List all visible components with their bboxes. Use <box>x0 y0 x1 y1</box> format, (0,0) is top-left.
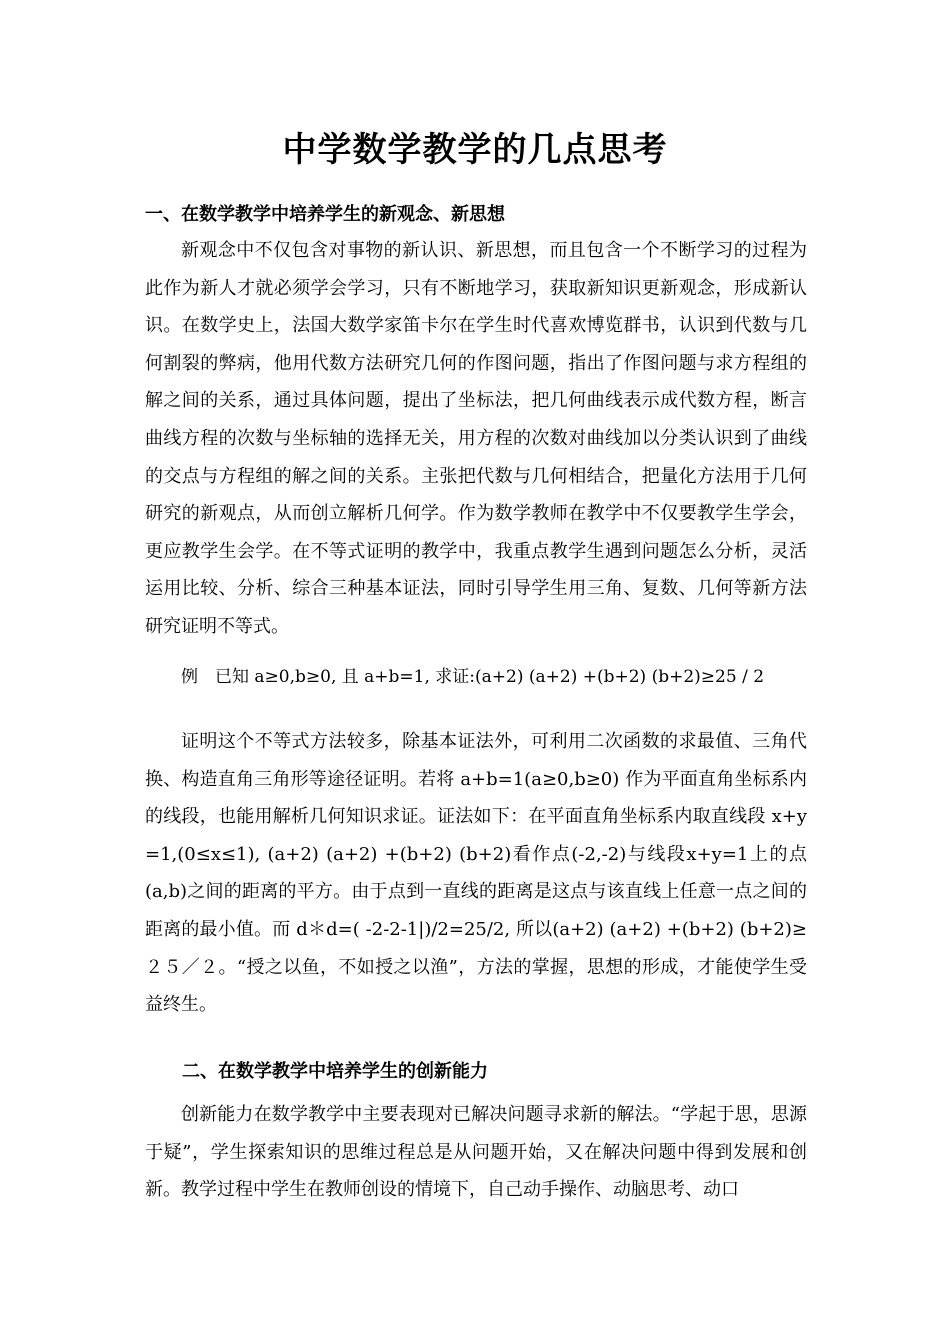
document-title: 中学数学教学的几点思考 <box>282 130 668 170</box>
example-statement: 例 已知 a≥0,b≥0, 且 a+b=1, 求证:(a+2) (a+2) +(b+2) (b+2)≥25 / 2 <box>181 667 765 687</box>
section-1-paragraph: 新观念中不仅包含对事物的新认识、新思想，而且包含一个不断学习的过程为此作为新人才就必须学会学习，只有不断地学习，获取新知识更新观念，形成新认识。在数学史上，法国大数学家笛卡尔在学生时代喜欢博览群书，认识到代数与几何割裂的弊病，他用代数方法研究几何的作图问题，指出了作图问题与求方程组的解之间的关系，通过具体问题，提出了坐标法，把几何曲线表示成代数方程，断言曲线方程的次数与坐标轴的选择无关，用方程的次数对曲线加以分类认识到了曲线的交点与方程组的解之间的关系。主张把代数与几何相结合，把量化方法用于几何研究的新观点，从而创立解析几何学。作为数学教师在教学中不仅要教学生学会，更应教学生会学。在不等式证明的教学中，我重点教学生遇到问题怎么分析，灵活运用比较、分析、综合三种基本证法，同时引导学生用三角、复数、几何等新方法研究证明不等式。 <box>145 240 807 637</box>
section-2-paragraph: 创新能力在数学教学中主要表现对已解决问题寻求新的解法。“学起于思，思源于疑”，学生探索知识的思维过程总是从问题开始，又在解决问题中得到发展和创新。教学过程中学生在教师创设的情境下，自己动手操作、动脑思考、动口 <box>145 1104 807 1201</box>
section-1-heading: 一、在数学教学中培养学生的新观念、新思想 <box>145 204 505 225</box>
section-2-heading: 二、在数学教学中培养学生的创新能力 <box>182 1061 488 1082</box>
proof-paragraph: 证明这个不等式方法较多，除基本证法外，可利用二次函数的求最值、三角代换、构造直角三角形等途径证明。若将 a+b=1(a≥0,b≥0) 作为平面直角坐标系内的线段，也能用解析几何知识求证。证法如下：在平面直角坐标系内取直线段 x+y=1,(0≤x≤1), (a+2) (a+2) +(b+2) (b+2)看作点(-2,-2)与线段x+y=1上的点(a,b)之间的距离的平方。由于点到一直线的距离是这点与该直线上任意一点之间的距离的最小值。而 d＊d=( -2-2-1|)/2=25/2, 所以(a+2) (a+2) +(b+2) (b+2)≥２５／２。“授之以鱼，不如授之以渔”，方法的掌握，思想的形成，才能使学生受益终生。 <box>145 731 807 1016</box>
